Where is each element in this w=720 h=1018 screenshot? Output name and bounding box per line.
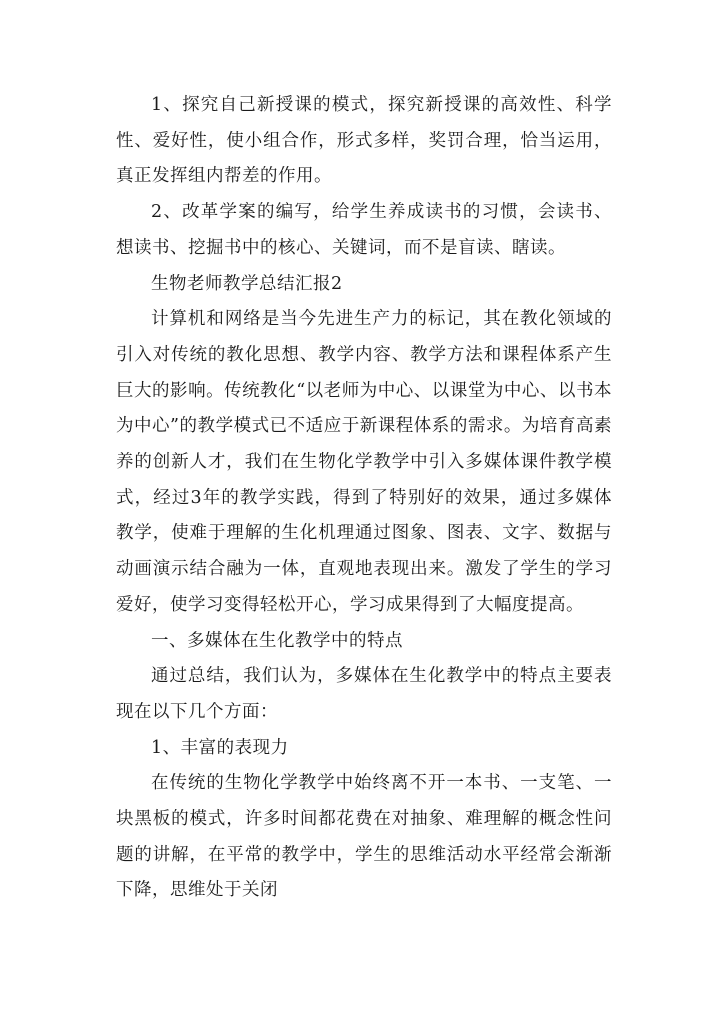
paragraph-study-guide-reform: 2、改革学案的编写，给学生养成读书的习惯，会读书、想读书、挖掘书中的核心、关键词，而不是盲读、瞎读。 (116, 202, 612, 258)
subheading-expressiveness: 1、丰富的表现力 (151, 737, 289, 758)
document-body (116, 88, 612, 909)
paragraph-traditional-teaching: 在传统的生物化学教学中始终离不开一本书、一支笔、一块黑板的模式，许多时间都花费在对抽象、难理解的概念性问题的讲解，在平常的教学中，学生的思维活动水平经常会渐渐下降，思维处于关闭 (116, 773, 612, 901)
section-heading-report-2: 生物老师教学总结汇报2 (151, 273, 343, 294)
paragraph-multimedia-intro: 计算机和网络是当今先进生产力的标记，其在教化领域的引入对传统的教化思想、教学内容、教学方法和课程体系产生巨大的影响。传统教化“以老师为中心、以课堂为中心、以书本为中心”的教学模式已不适应于新课程体系的需求。为培育高素养的创新人才，我们在生物化学教学中引入多媒体课件教学模式，经过3年的教学实践，得到了特别好的效果，通过多媒体教学，使难于理解的生化机理通过图象、图表、文字、数据与动画演示结合融为一体，直观地表现出来。激发了学生的学习爱好，使学习变得轻松开心，学习成果得到了大幅度提高。 (116, 309, 612, 615)
paragraph-summary-lead: 通过总结，我们认为，多媒体在生化教学中的特点主要表现在以下几个方面： (116, 666, 612, 722)
section-heading-multimedia-features: 一、多媒体在生化教学中的特点 (151, 630, 403, 651)
paragraph-innovation-model: 1、探究自己新授课的模式，探究新授课的高效性、科学性、爱好性，使小组合作，形式多样，奖罚合理，恰当运用，真正发挥组内帮差的作用。 (116, 95, 612, 187)
